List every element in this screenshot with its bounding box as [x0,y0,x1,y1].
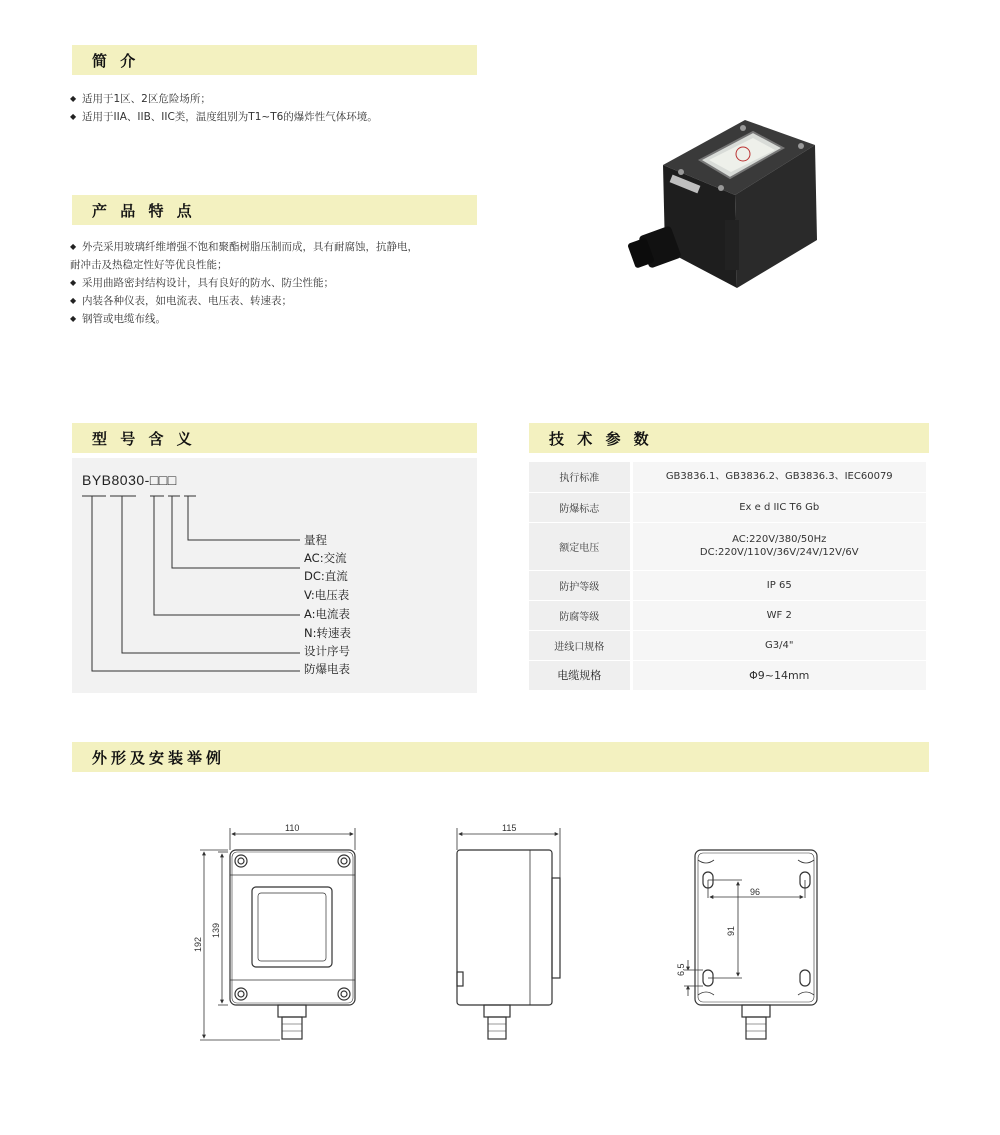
bullet-icon: ◆ [70,296,77,305]
table-value [631,522,926,570]
outline-drawings [0,780,1000,1110]
intro-title: 简 介 [92,52,140,70]
table-value-line: DC:220V/110V/36V/24V/12V/6V [699,547,859,558]
table-value: Φ9~14mm [631,660,926,690]
features-title: 产 品 特 点 [92,202,196,220]
table-value: G3/4" [631,630,926,660]
list-item: ◆ 内装各种仪表，如电流表、电压表、转速表； [70,292,418,310]
table-row [529,492,926,522]
back-view [695,850,817,1039]
model-title: 型 号 含 义 [92,430,196,448]
table-row [529,522,926,570]
product-photo [625,110,830,295]
features-list [70,238,418,328]
model-label: A:电流表 [304,607,351,621]
side-dims [457,828,560,878]
dim-front-total-height: 192 [193,936,203,952]
dim-hole-height: 91 [726,925,736,936]
model-label: AC:交流 [304,551,347,565]
table-value: WF 2 [631,600,926,630]
model-header [72,423,477,453]
tech-table [529,462,926,691]
install-title: 外形及安装举例 [92,749,226,767]
front-view [230,850,355,1039]
list-item: ◆ 外壳采用玻璃纤维增强不饱和聚酯树脂压制而成，具有耐腐蚀，抗静电， [70,238,418,256]
table-value: GB3836.1、GB3836.2、GB3836.3、IEC60079 [631,462,926,492]
table-row [529,462,926,492]
list-item: ◆ 适用于1区、2区危险场所； [70,90,378,108]
table-key: 执行标准 [529,462,631,492]
list-item: 耐冲击及热稳定性好等优良性能； [70,259,228,271]
model-label: 设计序号 [304,644,350,658]
list-item: ◆ 适用于IIA、IIB、IIC类，温度组别为T1~T6的爆炸性气体环境。 [70,108,378,126]
table-value-line: AC:220V/380/50Hz [732,534,827,545]
install-header [72,742,929,772]
table-row [529,570,926,600]
side-view [457,850,560,1039]
model-label: V:电压表 [304,588,350,602]
tech-title: 技 术 参 数 [549,430,653,448]
features-header [72,195,477,225]
dim-front-body-height: 139 [211,922,221,938]
bullet-icon: ◆ [70,314,77,323]
table-value: Ex e d IIC T6 Gb [631,492,926,522]
table-key: 额定电压 [529,522,631,570]
table-row [529,660,926,690]
bullet-icon: ◆ [70,94,77,103]
model-code: BYB8030-□□□ [82,472,177,488]
model-label: 防爆电表 [304,662,350,676]
intro-header [72,45,477,75]
table-row [529,600,926,630]
dim-front-width: 110 [285,823,300,833]
table-row [529,630,926,660]
model-diagram-lines [72,458,477,693]
bullet-icon: ◆ [70,278,77,287]
intro-list [70,90,378,126]
model-panel [72,458,477,693]
back-dims [684,880,805,996]
table-key: 防护等级 [529,570,631,600]
model-label: DC:直流 [304,569,348,583]
table-value: IP 65 [631,570,926,600]
table-key: 防爆标志 [529,492,631,522]
table-key: 防腐等级 [529,600,631,630]
list-item: ◆ 采用曲路密封结构设计，具有良好的防水、防尘性能； [70,274,418,292]
list-item: ◆ 钢管或电缆布线。 [70,310,418,328]
tech-header [529,423,929,453]
model-label: N:转速表 [304,626,351,640]
bullet-icon: ◆ [70,242,77,251]
model-label: 量程 [304,533,327,547]
table-key: 进线口规格 [529,630,631,660]
dim-hole-width: 96 [750,887,761,897]
table-key: 电缆规格 [529,660,631,690]
dim-side-width: 115 [502,823,517,833]
bullet-icon: ◆ [70,112,77,121]
dim-slot: 6.5 [676,963,686,976]
